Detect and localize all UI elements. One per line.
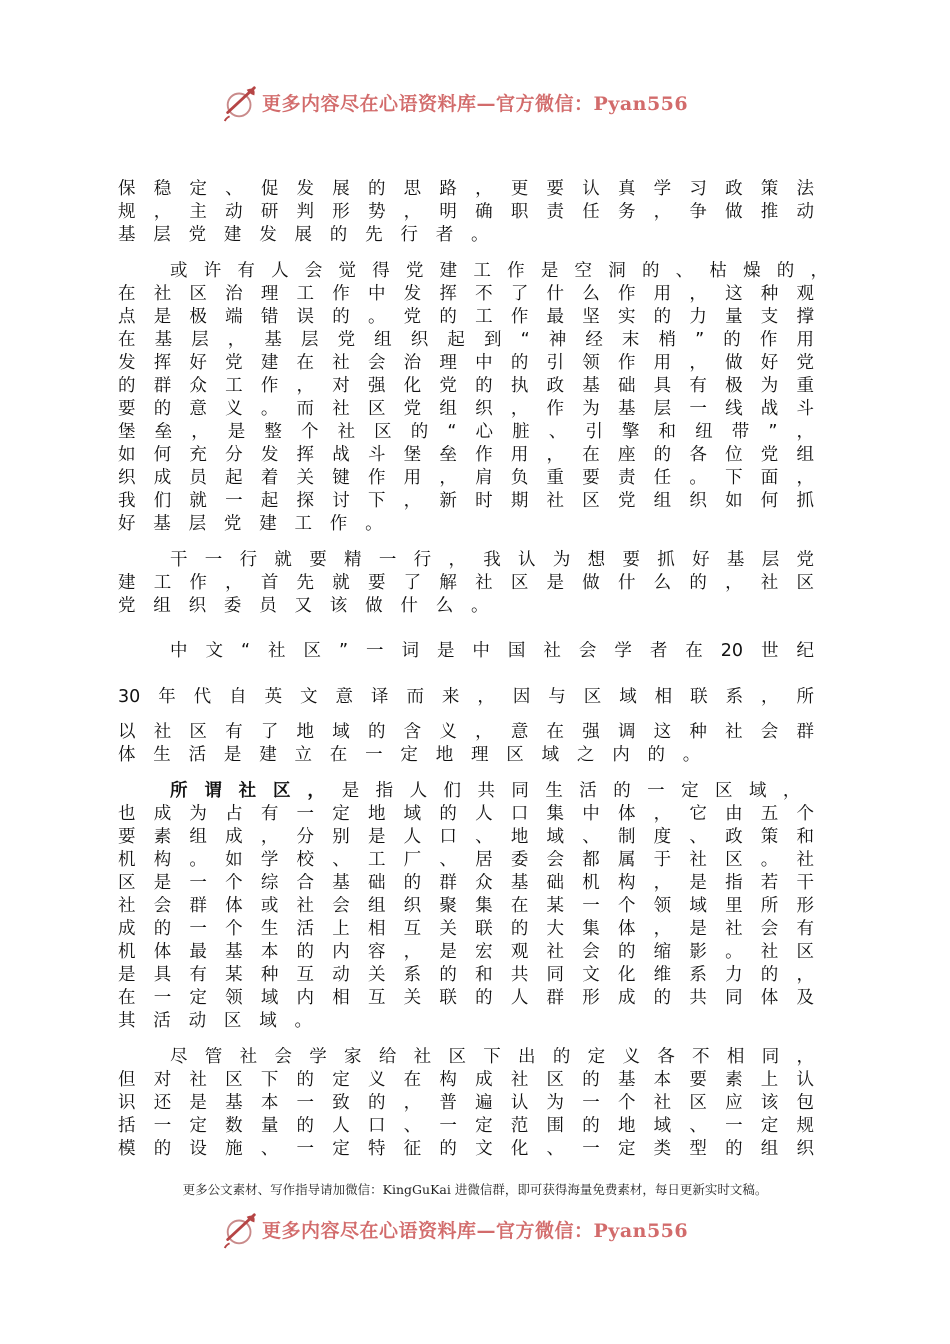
- paragraph-3: [118, 549, 814, 618]
- text-line: 我们就一起探讨下，新时期社区党组织如何抓: [118, 491, 814, 511]
- text-line: 或许有人会觉得党建工作是空洞的、枯燥的，: [170, 261, 828, 281]
- text-line: 尽管社会学家给社区下出的定义各不相同，: [170, 1047, 814, 1067]
- text-line: 在基层，基层党组织起到“神经末梢”的作用: [118, 330, 814, 350]
- watermark-bottom: [0, 1209, 950, 1253]
- text-line: 要的意义。而社区党组织，作为基层一线战斗: [118, 399, 814, 419]
- watermark-text: 更多内容尽在心语资料库—官方微信：Pyan556: [262, 93, 689, 115]
- paragraph-5: [118, 686, 814, 767]
- text-line: 织成员起着关键作用，肩负重要责任。下面，: [118, 468, 814, 488]
- text-line: 基层党建发展的先行者。: [118, 225, 507, 245]
- text-line: 体生活是建立在一定地理区域之内的。: [118, 745, 719, 765]
- text-line: 模的设施、一定特征的文化、一定类型的组织: [118, 1139, 814, 1159]
- paragraph-4: [118, 640, 814, 663]
- watermark-top: [0, 82, 950, 126]
- paragraph-2: [118, 260, 828, 536]
- text-line: 区是一个综合基础的群众基础机构，是指若干: [118, 873, 814, 893]
- watermark-text: 更多内容尽在心语资料库—官方微信：Pyan556: [262, 1220, 689, 1242]
- text-line: 的群众工作，对强化党的执政基础具有极为重: [118, 376, 814, 396]
- text-line: 在一定领域内相互关联的人群形成的共同体及: [118, 988, 814, 1008]
- text-line: 干一行就要精一行，我认为想要抓好基层党: [170, 550, 814, 570]
- footer-note: 更多公文素材、写作指导请加微信：KingGuKai 进微信群，即可获得海量免费素材，每日更新实时文稿。: [182, 1182, 768, 1197]
- text-line: 中文“社区”一词是中国社会学者在20世纪: [170, 641, 814, 661]
- text-line: 机构。如学校、工厂、居委会都属于社区。社: [118, 850, 814, 870]
- text-line: 点是极端错误的。党的工作最坚实的力量支撑: [118, 307, 814, 327]
- text-line: 建工作，首先就要了解社区是做什么的，社区: [118, 573, 814, 593]
- text-line: 在社区治理工作中发挥不了什么作用，这种观: [118, 284, 814, 304]
- text-line: 机体最基本的内容，是宏观社会的缩影。社区: [118, 942, 814, 962]
- paragraph-6: [118, 780, 814, 1033]
- text-line: 规，主动研判形势，明确职责任务，争做推动: [118, 202, 814, 222]
- text-line: 但对社区下的定义在构成社区的基本要素上认: [118, 1070, 814, 1090]
- text-line: 30年代自英文意译而来，因与区域相联系，所: [118, 687, 814, 707]
- text-line: 也成为占有一定地域的人口集中体，它由五个: [118, 804, 814, 824]
- text-line: 成的一个生活上相互关联的大集体，是社会有: [118, 919, 814, 939]
- quill-logo-icon: [222, 84, 260, 122]
- text-line: 是具有某种互动关系的和共同文化维系力的，: [118, 965, 814, 985]
- text-line: [118, 780, 814, 803]
- text-line: 社会群体或社会组织聚集在某一个领域里所形: [118, 896, 814, 916]
- text-line: 党组织委员又该做什么。: [118, 596, 507, 616]
- bold-lead-term: 所谓社区，: [170, 781, 342, 801]
- text-line: 其活动区域。: [118, 1011, 330, 1031]
- quill-logo-icon: [222, 1211, 260, 1249]
- text-line: 堡垒，是整个社区的“心脏、引擎和纽带”，: [118, 422, 814, 442]
- text-line: 保稳定、促发展的思路，更要认真学习政策法: [118, 179, 814, 199]
- text-line-rest: 是指人们共同生活的一定区域，: [341, 781, 815, 801]
- text-line: 识还是基本一致的，普遍认为一个社区应该包: [118, 1093, 814, 1113]
- paragraph-7: [118, 1046, 814, 1161]
- text-line: 发挥好党建在社会治理中的引领作用，做好党: [118, 353, 814, 373]
- text-line: 以社区有了地域的含义，意在强调这种社会群: [118, 722, 814, 742]
- text-line: 括一定数量的人口、一定范围的地域、一定规: [118, 1116, 814, 1136]
- text-line: 好基层党建工作。: [118, 514, 401, 534]
- paragraph-1: [118, 178, 814, 247]
- text-line: 要素组成，分别是人口、地域、制度、政策和: [118, 827, 814, 847]
- text-line: 如何充分发挥战斗堡垒作用，在座的各位党组: [118, 445, 814, 465]
